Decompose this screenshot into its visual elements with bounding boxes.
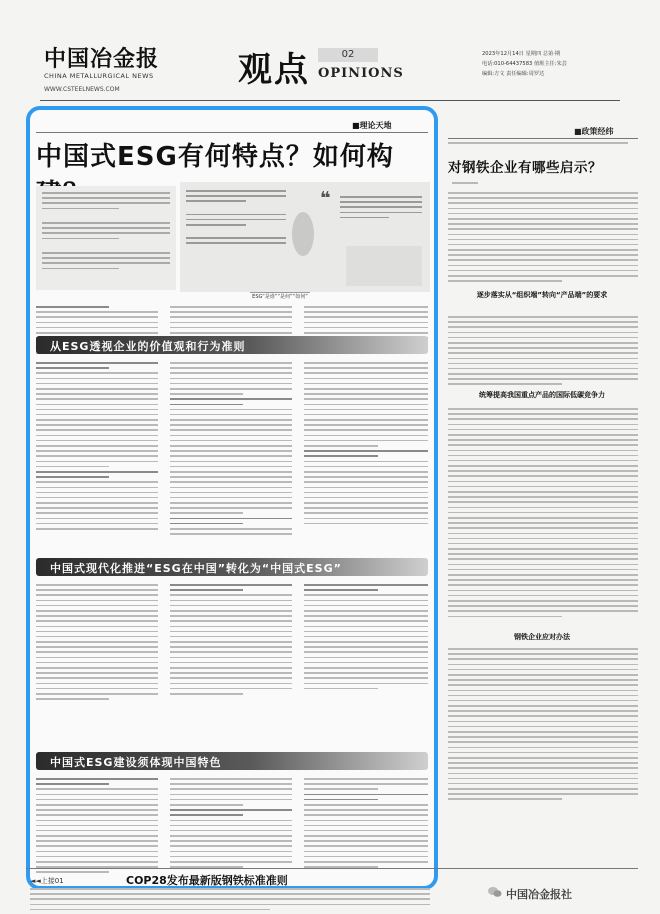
section-1-column — [304, 362, 428, 528]
section-3-column — [170, 778, 292, 871]
person-icon — [292, 212, 314, 256]
infographic-left-column — [186, 190, 286, 286]
right-article-body — [448, 648, 638, 804]
highlighted-article-frame[interactable] — [26, 106, 438, 890]
right-column-rule — [448, 138, 638, 139]
section-english-title: OPINIONS — [318, 66, 404, 81]
infographic-caption: ESG“是谁”“是何”“如何” — [250, 292, 310, 300]
newspaper-logo: 中国冶金报 — [44, 46, 160, 72]
infographic-image — [346, 246, 422, 286]
right-article-body — [448, 408, 638, 621]
issue-meta-line: 编辑:方文 责任编辑:周罗达 — [482, 71, 545, 77]
section-bar — [36, 752, 428, 770]
wechat-icon — [488, 886, 502, 898]
masthead-divider — [40, 100, 620, 101]
summary-text-block — [42, 252, 170, 273]
newspaper-english-name: CHINA METALLURGICAL NEWS — [44, 72, 154, 80]
section-bar — [36, 336, 428, 354]
right-article-author — [452, 182, 478, 187]
section-bar-title: 中国式现代化推进“ESG在中国”转化为“中国式ESG” — [50, 562, 342, 575]
page-number: 02 — [318, 48, 378, 62]
section-3-column — [304, 778, 428, 871]
column-tag: ■理论天地 — [352, 121, 392, 130]
newspaper-url: WWW.CSTEELNEWS.COM — [44, 86, 120, 93]
summary-text-block — [42, 222, 170, 243]
section-1-column — [170, 362, 292, 538]
section-3-column — [36, 778, 158, 877]
bottom-article-body — [30, 888, 430, 914]
section-bar — [36, 558, 428, 576]
right-subhead: 逐步落实从“组织端”转向“产品端”的要求 — [476, 291, 608, 299]
article-headline[interactable]: 中国式ESG有何特点？如何构 — [36, 142, 394, 172]
right-article-body — [448, 192, 638, 285]
section-1-column — [36, 362, 158, 533]
bottom-headline[interactable]: COP28发布最新版钢铁标准准则 — [126, 874, 288, 887]
right-article-title[interactable]: 对钢铁企业有哪些启示？ — [448, 160, 602, 176]
issue-meta-line: 2023年12月14日 星期四 总第·期 — [482, 51, 561, 57]
section-2-column — [36, 584, 158, 703]
right-subhead: 统筹提高我国重点产品的国际低碳竞争力 — [479, 391, 605, 399]
section-title: 观点 — [238, 50, 310, 90]
quote-icon: ❝ — [320, 188, 331, 209]
headline-rule — [36, 132, 428, 133]
bottom-rule — [26, 868, 638, 869]
summary-text-block — [42, 192, 170, 213]
right-article-body — [448, 316, 638, 389]
right-article-kicker — [448, 142, 628, 147]
infographic-box — [180, 182, 430, 292]
section-2-column — [304, 584, 428, 693]
section-bar-title: 中国式ESG建设须体现中国特色 — [50, 756, 222, 769]
issue-meta-line: 电话:010-64437583 值班主任:朱芸 — [482, 61, 567, 67]
right-column-tag: ■政策经纬 — [574, 127, 614, 136]
continued-from-label[interactable]: ◄◄上接01 — [30, 877, 64, 885]
section-2-column — [170, 584, 292, 698]
summary-box — [36, 186, 176, 290]
right-subhead: 钢铁企业应对办法 — [514, 633, 570, 641]
watermark-text: 中国冶金报社 — [506, 888, 572, 901]
section-bar-title: 从ESG透视企业的价值观和行为准则 — [50, 340, 246, 353]
